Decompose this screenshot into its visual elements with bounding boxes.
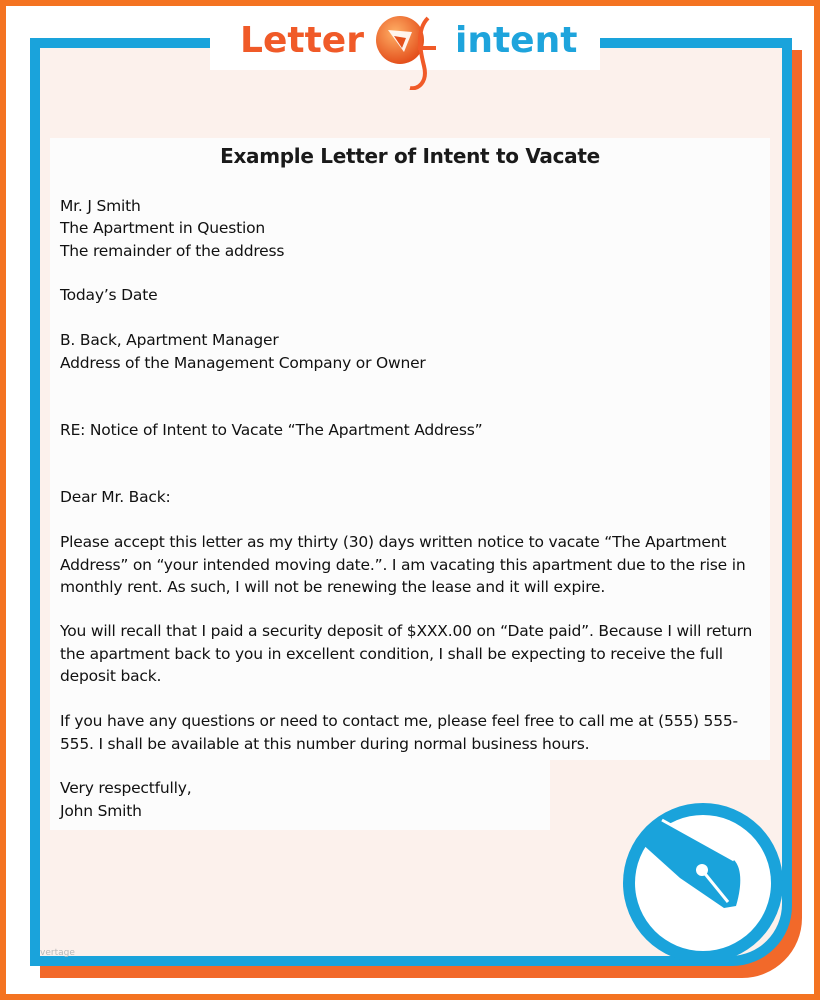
pen-nib-logo-icon (358, 10, 458, 90)
subject-line: RE: Notice of Intent to Vacate “The Apartment Address” (60, 421, 483, 439)
recipient-address: Address of the Management Company or Owner (60, 354, 426, 372)
logo-word-right: intent (455, 20, 578, 61)
sender-address-line-1: The Apartment in Question (60, 219, 265, 237)
closing: Very respectfully, (60, 779, 192, 797)
paragraph-notice: Please accept this letter as my thirty (30) days written notice to vacate “The Apartment Address” on “your intended moving date.”. I am vacating this apartment due to the rise in monthly rent. As such, I will not be renewing the lease and it will expire. (60, 533, 746, 596)
logo-word-left: Letter (240, 20, 364, 61)
letter-date: Today’s Date (60, 286, 158, 304)
watermark: vertage (40, 948, 75, 958)
recipient-name: B. Back, Apartment Manager (60, 331, 279, 349)
letter-title: Example Letter of Intent to Vacate (220, 144, 600, 168)
salutation: Dear Mr. Back: (60, 488, 171, 506)
fountain-pen-icon (618, 798, 788, 968)
paragraph-deposit: You will recall that I paid a security deposit of $XXX.00 on “Date paid”. Because I will return the apartment back to you in excellent condition, I shall be expecting to receive the full deposit back. (60, 622, 753, 685)
logo (210, 10, 600, 70)
sender-address-line-2: The remainder of the address (60, 242, 285, 260)
paragraph-contact: If you have any questions or need to contact me, please feel free to call me at (555) 555- 555. I shall be available at this number during normal business hours. (60, 712, 738, 753)
signature: John Smith (60, 802, 142, 820)
sender-name: Mr. J Smith (60, 197, 141, 215)
